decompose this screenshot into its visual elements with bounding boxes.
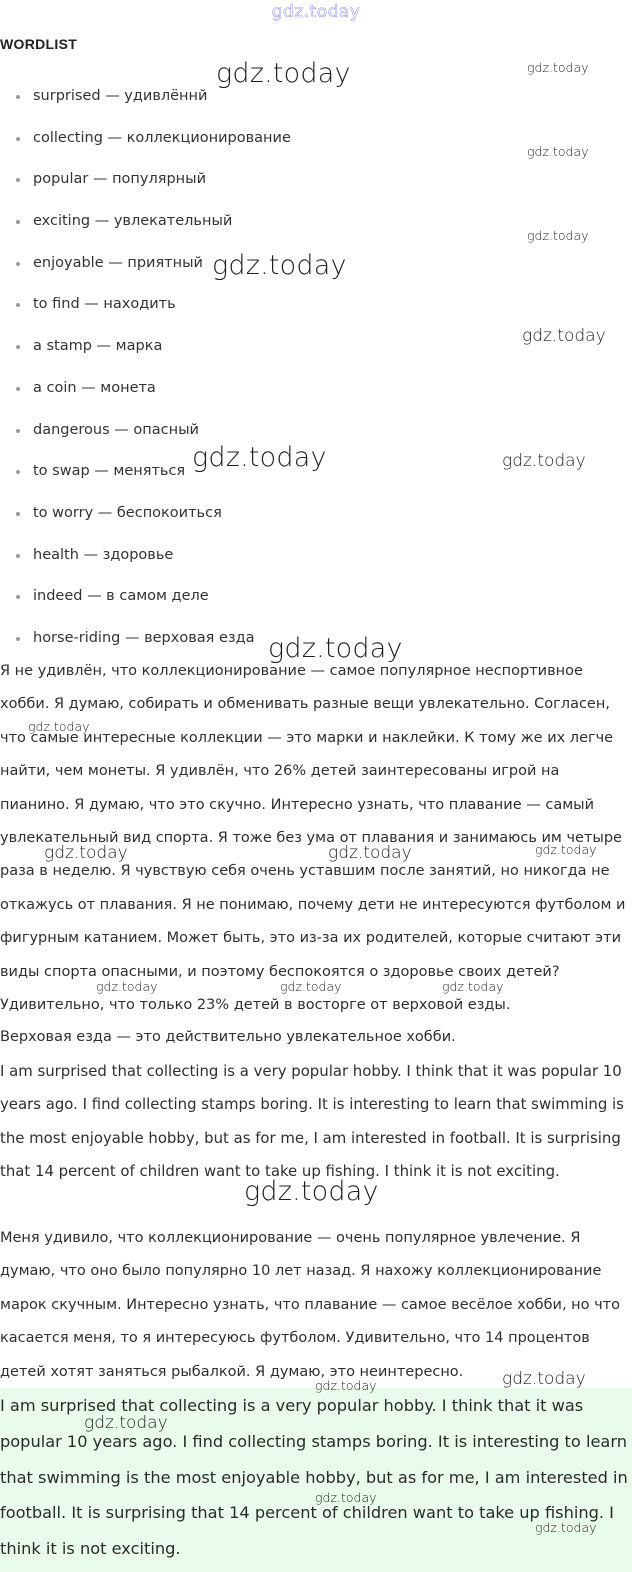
watermark: gdz.today	[442, 979, 504, 994]
bullet-icon	[16, 554, 20, 558]
word-pair: dangerous — опасный	[33, 421, 199, 438]
word-pair: health — здоровье	[33, 546, 174, 563]
list-item	[0, 493, 632, 535]
bullet-icon	[16, 220, 20, 224]
section-title: WORDLIST	[0, 36, 78, 52]
word-pair: a stamp — марка	[33, 338, 163, 355]
watermark: gdz.today	[192, 442, 327, 473]
word-pair: indeed — в самом деле	[33, 588, 209, 605]
list-item	[0, 284, 632, 326]
watermark: gdz.today	[527, 60, 589, 75]
watermark: gdz.today	[84, 1413, 168, 1433]
list-item	[0, 576, 632, 618]
russian-translation-paragraph: Я не удивлён, что коллекционирование — самое популярное неспортивное хобби. Я думаю, собирать и обменивать разные вещи увлекательно. Согласен, что самые интересные коллекции — это марки и наклейки. К тому же их легче найти, чем монеты. Я удивлён, что 26% детей заинтересованы игрой на пианино. Я думаю, что это скучно. Интересно узнать, что плавание — самый увлекательный вид спорта. Я тоже без ума от плавания и занимаюсь им четыре раза в неделю. Я чувствую себя очень уставшим после занятий, но никогда не откажусь от плавания. Я не понимаю, почему дети не интересуются футболом и фигурным катанием. Может быть, это из-за их родителей, которые считают эти виды спорта опасными, и поэтому беспокоятся о здоровье своих детей? Удивительно, что только 23% детей в восторге от верховой езды.	[0, 663, 626, 1014]
bullet-icon	[16, 470, 20, 474]
bullet-icon	[16, 429, 20, 433]
wordlist	[0, 76, 632, 660]
watermark: gdz.today	[535, 842, 597, 857]
bullet-icon	[16, 178, 20, 182]
word-pair: to swap — меняться	[33, 463, 186, 480]
list-item	[0, 159, 632, 201]
watermark: gdz.today	[96, 979, 158, 994]
word-pair: to worry — беспокоиться	[33, 504, 222, 521]
bullet-icon	[16, 262, 20, 266]
watermark: gdz.today	[244, 1176, 379, 1207]
watermark: gdz.today	[535, 1520, 597, 1535]
bullet-icon	[16, 637, 20, 641]
bullet-icon	[16, 303, 20, 307]
watermark: gdz.today	[28, 719, 90, 734]
russian-translation-paragraph: Меня удивило, что коллекционирование — очень популярное увлечение. Я думаю, что оно было популярно 10 лет назад. Я нахожу коллекционирование марок скучным. Интересно узнать, что плавание — самое весёлое хобби, но что касается меня, то я интересуюсь футболом. Удивительно, что 14 процентов детей хотят заняться рыбалкой. Я думаю, это неинтересно.	[0, 1230, 621, 1380]
list-item	[0, 535, 632, 577]
watermark: gdz.today	[527, 228, 589, 243]
word-pair: a coin — монета	[33, 379, 156, 396]
watermark: gdz.today	[502, 1369, 586, 1389]
word-pair: collecting — коллекционирование	[33, 129, 291, 146]
word-pair: surprised — удивлённй	[33, 88, 208, 104]
watermark: gdz.today	[315, 1378, 377, 1393]
watermark: gdz.today	[44, 843, 128, 863]
watermark: gdz.today	[212, 250, 347, 281]
watermark: gdz.today	[268, 633, 403, 664]
english-answer-highlighted: I am surprised that collecting is a very popular hobby. I think that it was popular 10 years ago. I find collecting stamps boring. It is interesting to learn that swimming is the most enjoyable hobby, but as for me, I am interested in football. It is surprising that 14 percent of children want to take up fishing. I think it is not exciting.	[0, 1396, 628, 1559]
word-pair: horse-riding — верховая езда	[33, 629, 255, 646]
list-item	[0, 368, 632, 410]
bullet-icon	[16, 595, 20, 599]
word-pair: popular — популярный	[33, 171, 207, 188]
word-pair: enjoyable — приятный	[33, 254, 203, 271]
watermark: gdz.today	[216, 58, 351, 89]
site-logo-watermark: gdz.today	[271, 2, 361, 22]
watermark: gdz.today	[328, 843, 412, 863]
bullet-icon	[16, 95, 20, 99]
word-pair: to find — находить	[33, 296, 176, 313]
word-pair: exciting — увлекательный	[33, 213, 233, 230]
watermark: gdz.today	[315, 1490, 377, 1505]
watermark: gdz.today	[527, 144, 589, 159]
watermark: gdz.today	[280, 979, 342, 994]
russian-translation-paragraph: Верховая езда — это действительно увлекательное хобби.	[0, 1029, 456, 1045]
english-answer-paragraph: I am surprised that collecting is a very popular hobby. I think that it was popular 10 years ago. I find collecting stamps boring. It is interesting to learn that swimming is the most enjoyable hobby, but as for me, I am interested in football. It is surprising that 14 percent of children want to take up fishing. I think it is not exciting.	[0, 1062, 624, 1181]
watermark: gdz.today	[502, 451, 586, 471]
bullet-icon	[16, 345, 20, 349]
watermark: gdz.today	[522, 326, 606, 346]
bullet-icon	[16, 137, 20, 141]
bullet-icon	[16, 512, 20, 516]
bullet-icon	[16, 387, 20, 391]
